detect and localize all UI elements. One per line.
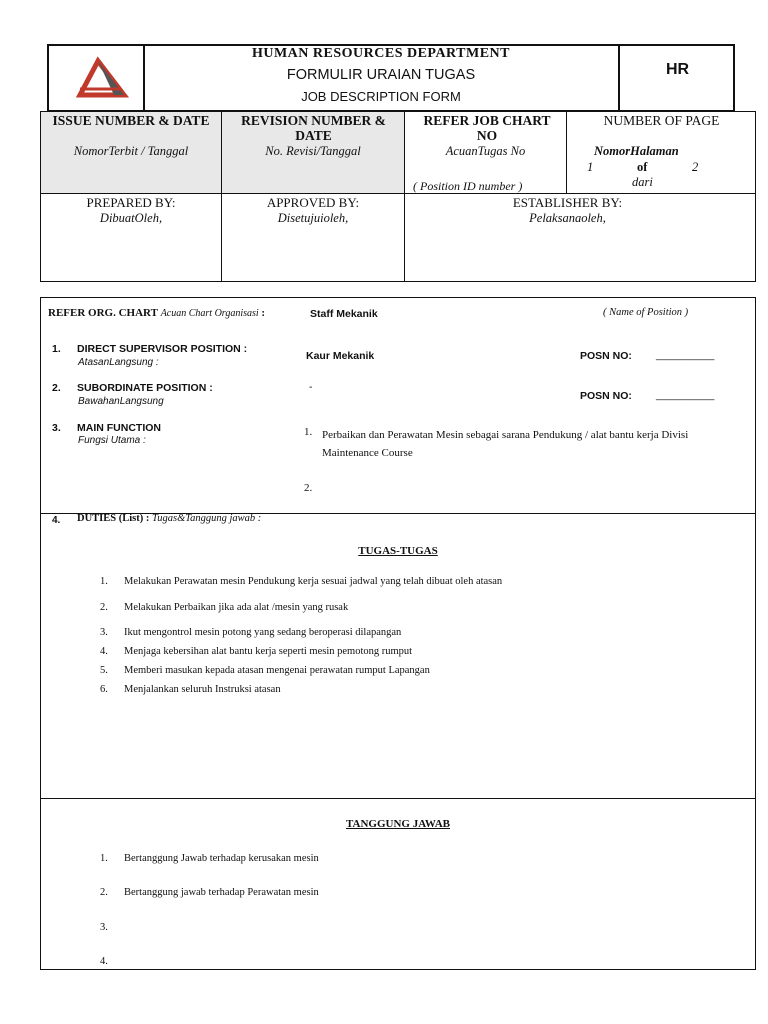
list-item: 3. Ikut mengontrol mesin potong yang sedang beroperasi dilapangan: [100, 627, 402, 638]
form-code: HR: [666, 61, 690, 78]
info-row-divider: [40, 193, 756, 194]
refer-org-label: REFER ORG. CHART: [48, 307, 158, 319]
tanggung-divider: [40, 798, 756, 799]
revision-sub: No. Revisi/Tanggal: [265, 144, 361, 158]
establisher-sub: Pelaksanaoleh,: [529, 211, 606, 225]
jobchart-title: REFER JOB CHART NO: [423, 113, 551, 143]
duties-num: 4.: [52, 515, 61, 526]
department-title: HUMAN RESOURCES DEPARTMENT: [251, 46, 511, 61]
item-2-sub: BawahanLangsung: [78, 396, 164, 407]
form-title: FORMULIR URAIAN TUGAS: [286, 67, 476, 83]
refer-org-italic: Acuan Chart Organisasi: [160, 308, 259, 319]
page-of: of: [637, 160, 648, 174]
list-item: 5. Memberi masukan kepada atasan mengenai perawatan rumput Lapangan: [100, 665, 430, 676]
approved-sub: Disetujuioleh,: [277, 211, 349, 225]
list-item: 3.: [100, 922, 108, 933]
approved-title: APPROVED BY:: [266, 195, 360, 210]
item-2-value: -: [309, 381, 313, 393]
issue-title: ISSUE NUMBER & DATE: [52, 113, 210, 128]
item-2-num: 2.: [52, 382, 61, 394]
list-item: 1. Melakukan Perawatan mesin Pendukung kerja sesuai jadwal yang telah dibuat oleh atasan: [100, 576, 503, 587]
item-3-sub: Fungsi Utama :: [78, 435, 146, 446]
item-1-posn-label: POSN NO:: [580, 350, 632, 362]
page-current: 1: [587, 160, 594, 174]
item-1-title: DIRECT SUPERVISOR POSITION :: [77, 343, 248, 355]
duties-heading: [77, 513, 261, 524]
item-3-title: MAIN FUNCTION: [77, 422, 161, 434]
tanggung-heading: TANGGUNG JAWAB: [345, 818, 450, 830]
duties-sub: Tugas&Tanggung jawab :: [151, 513, 262, 524]
item-1-sub: AtasanLangsung :: [78, 357, 159, 368]
prepared-sub: DibuatOleh,: [99, 211, 163, 225]
tugas-heading: TUGAS-TUGAS: [358, 545, 438, 557]
item-3-num: 3.: [52, 422, 61, 434]
page-total: 2: [692, 160, 699, 174]
position-note: ( Name of Position ): [603, 307, 689, 318]
establisher-title: ESTABLISHER BY:: [512, 195, 623, 210]
item-2-title: SUBORDINATE POSITION :: [77, 382, 213, 394]
jobchart-note: ( Position ID number ): [413, 179, 523, 193]
main-function-1-num: 1.: [304, 426, 313, 438]
list-item: 2. Bertanggung jawab terhadap Perawatan mesin: [100, 887, 319, 898]
issue-sub: NomorTerbit / Tanggal: [73, 144, 189, 158]
item-2-posn-label: POSN NO:: [580, 390, 632, 402]
item-1-value: Kaur Mekanik: [306, 350, 375, 362]
item-1-posn-value: __________: [656, 349, 715, 361]
list-item: 4.: [100, 956, 108, 967]
list-item: 1. Bertanggung Jawab terhadap kerusakan mesin: [100, 853, 319, 864]
jobchart-sub: AcuanTugas No: [445, 144, 526, 158]
refer-org-row: [48, 307, 265, 319]
list-item: 6. Menjalankan seluruh Instruksi atasan: [100, 684, 281, 695]
form-subtitle: JOB DESCRIPTION FORM: [301, 89, 461, 104]
header-divider-right: [618, 44, 620, 112]
page-dari: dari: [632, 175, 653, 189]
item-1-num: 1.: [52, 343, 61, 355]
duties-title: DUTIES (List) :: [77, 513, 150, 524]
list-item: 4. Menjaga kebersihan alat bantu kerja seperti mesin pemotong rumput: [100, 646, 413, 657]
triangle-logo-icon: [74, 55, 130, 99]
main-function-2-num: 2.: [304, 482, 313, 494]
logo: [74, 55, 130, 99]
position-value: Staff Mekanik: [310, 308, 378, 320]
main-function-1-text: Perbaikan dan Perawatan Mesin sebagai sarana Pendukung / alat bantu kerja Divisi Maintenance Course: [322, 429, 689, 459]
page-sub: NomorHalaman: [594, 144, 679, 158]
page-title: NUMBER OF PAGE: [603, 113, 720, 128]
list-item: 2. Melakukan Perbaikan jika ada alat /mesin yang rusak: [100, 602, 349, 613]
prepared-title: PREPARED BY:: [86, 195, 176, 210]
item-2-posn-value: __________: [656, 389, 715, 401]
revision-title: REVISION NUMBER & DATE: [241, 113, 386, 143]
refer-org-colon: :: [261, 307, 266, 319]
